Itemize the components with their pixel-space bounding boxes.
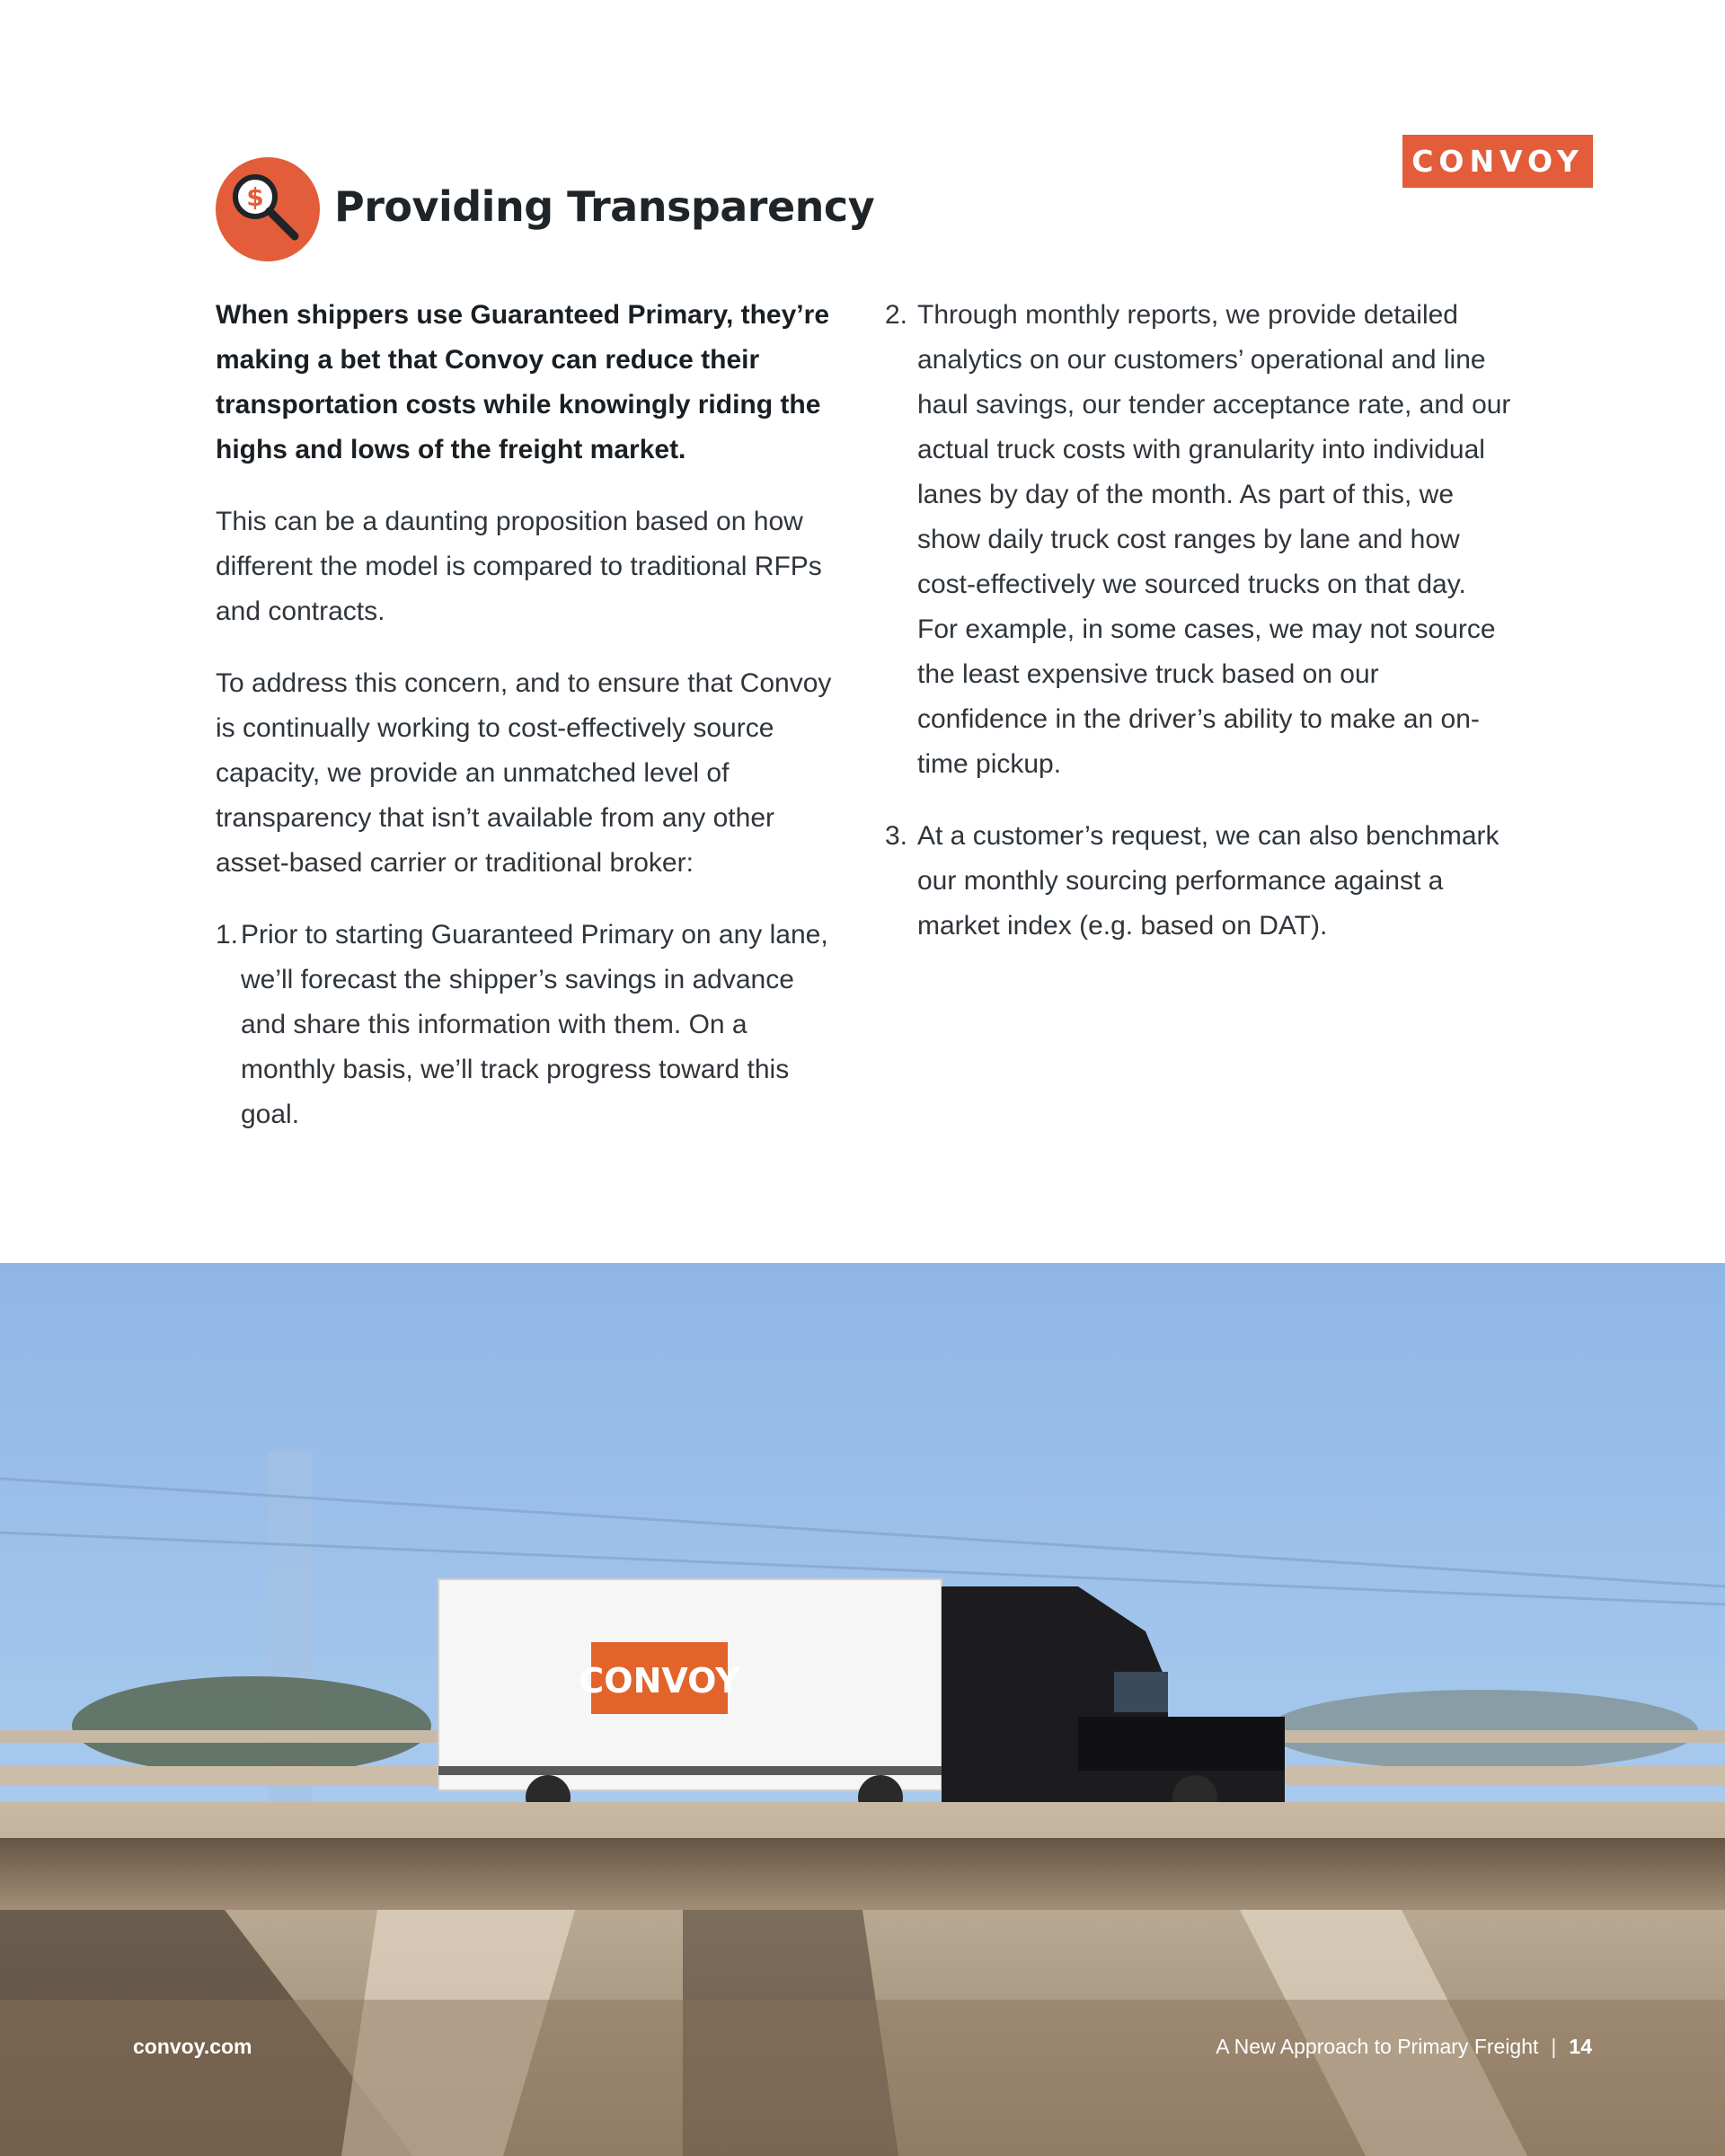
footer-doc-title: A New Approach to Primary Freight bbox=[1216, 2035, 1539, 2058]
list-text: Prior to starting Guaranteed Primary on any lane, we’ll forecast the shipper’s savings in advance and share this information with them. On a monthly basis, we’ll track progress toward this goal. bbox=[241, 920, 828, 1129]
paragraph: To address this concern, and to ensure that Convoy is continually working to cost-effectively source capacity, we provide an unmatched level of transparency that isn’t available from any other asset-based carrier or traditional broker: bbox=[216, 668, 832, 878]
convoy-logo: CONVOY bbox=[1402, 135, 1593, 188]
footer-separator: | bbox=[1551, 2035, 1557, 2058]
list-item bbox=[885, 293, 1514, 787]
paragraph: This can be a daunting proposition based on how different the model is compared to traditional RFPs and contracts. bbox=[216, 507, 822, 626]
list-number: 1. bbox=[216, 920, 239, 950]
lead-paragraph: When shippers use Guaranteed Primary, they’re making a bet that Convoy can reduce their transportation costs while knowingly riding the highs and lows of the freight market. bbox=[216, 300, 829, 464]
svg-text:$: $ bbox=[246, 182, 264, 212]
page-number: 14 bbox=[1569, 2035, 1592, 2058]
list-item bbox=[885, 814, 1514, 949]
list-text: Through monthly reports, we provide detailed analytics on our customers’ operational and line haul savings, our tender acceptance rate, and our actual truck costs with granularity into individual lanes by day of the month. As part of this, we show daily truck cost ranges by lane and how cost-effectively we sourced trucks on that day. For example, in some cases, we may not source the least expensive truck based on our confidence in the driver’s ability to make an on-time pickup. bbox=[917, 300, 1511, 779]
footer-site[interactable]: convoy.com bbox=[133, 2035, 252, 2058]
list-number: 2. bbox=[885, 300, 908, 330]
page-title: Providing Transparency bbox=[334, 182, 875, 231]
truck-photo bbox=[0, 1263, 1725, 2156]
trailer-logo-text: CONVOY bbox=[579, 1661, 740, 1701]
footer-right bbox=[1216, 2035, 1592, 2059]
dollar-magnifier-icon bbox=[216, 157, 320, 261]
list-text: At a customer’s request, we can also benchmark our monthly sourcing performance against a market index (e.g. based on DAT). bbox=[917, 821, 1499, 941]
right-column bbox=[885, 293, 1514, 976]
left-column bbox=[216, 293, 845, 1164]
list-number: 3. bbox=[885, 821, 908, 851]
list-item bbox=[216, 913, 845, 1137]
